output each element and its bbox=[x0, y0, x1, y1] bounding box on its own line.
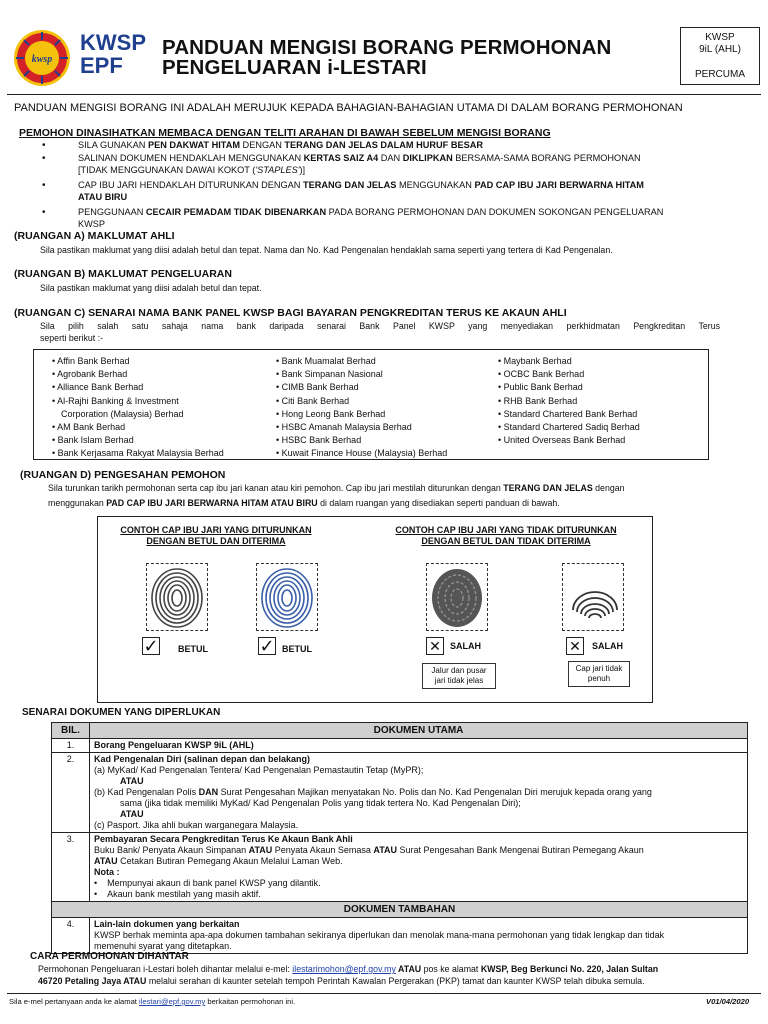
header-divider bbox=[7, 94, 761, 95]
footer-text: Sila e-mel pertanyaan anda ke alamat ilestari@epf.gov.my berkaitan permohonan ini. bbox=[9, 997, 296, 1006]
bank-item: • Agrobank Berhad bbox=[52, 369, 128, 380]
bank-item: • Kuwait Finance House (Malaysia) Berhad bbox=[276, 448, 448, 459]
rejected-label: SALAH bbox=[592, 641, 623, 651]
form-code: KWSP bbox=[705, 32, 735, 43]
good-example-caption: CONTOH CAP IBU JARI YANG DITURUNKAN DENGAN BETUL DAN DITERIMA bbox=[120, 525, 312, 546]
subtitle: PANDUAN MENGISI BORANG INI ADALAH MERUJUK KEPADA BAHAGIAN-BAHAGIAN UTAMA DI DALAM BORANG PERMOHONAN bbox=[14, 102, 683, 114]
section-c-text: Sila pilih salah satu sahaja nama bank daripada senarai Bank Panel KWSP yang menyediakan perkhidmatan Pengkreditan Terus bbox=[40, 321, 720, 331]
rejected-cross-icon: ✕ bbox=[426, 637, 444, 655]
bank-item: • OCBC Bank Berhad bbox=[498, 369, 585, 380]
bank-item: • Hong Leong Bank Berhad bbox=[276, 408, 386, 419]
form-price: PERCUMA bbox=[694, 69, 745, 80]
col-extra-docs: DOKUMEN TAMBAHAN bbox=[52, 902, 748, 918]
bank-item: • HSBC Amanah Malaysia Berhad bbox=[276, 422, 412, 433]
fingerprint-bad-1 bbox=[426, 563, 488, 631]
col-number: BIL. bbox=[52, 723, 90, 739]
bank-item: • Public Bank Berhad bbox=[498, 382, 583, 393]
bank-item: • Standard Chartered Bank Berhad bbox=[498, 408, 638, 419]
instruction-item: • CAP IBU JARI HENDAKLAH DITURUNKAN DENGAN TERANG DAN JELAS MENGGUNAKAN PAD CAP IBU JARI BERWARNA HITAM ATAU BIRU bbox=[42, 180, 644, 202]
bullet-icon: • bbox=[42, 140, 46, 151]
fingerprint-good-1 bbox=[146, 563, 208, 631]
title-line-2: PENGELUARAN i-LESTARI bbox=[162, 56, 427, 79]
section-a-text: Sila pastikan maklumat yang diisi adalah betul dan tepat. Nama dan No. Kad Pengenalan hendaklah sama seperti yang tertera di Kad Pengenalan. bbox=[40, 245, 613, 255]
col-main-docs: DOKUMEN UTAMA bbox=[90, 723, 748, 739]
section-d-text-2: menggunakan PAD CAP IBU JARI BERWARNA HITAM ATAU BIRU di dalam ruangan yang disediakan seperti panduan di bawah. bbox=[48, 498, 560, 508]
submission-heading: CARA PERMOHONAN DIHANTAR bbox=[30, 951, 189, 962]
row-number: 2. bbox=[52, 753, 90, 833]
bank-item: • Bank Islam Berhad bbox=[52, 435, 134, 446]
accepted-checkmark-icon: ✓ bbox=[259, 636, 275, 656]
bank-item: • Bank Muamalat Berhad bbox=[276, 356, 376, 366]
svg-text:kwsp: kwsp bbox=[31, 54, 53, 65]
bank-item: • AM Bank Berhad bbox=[52, 422, 126, 433]
bank-item-continued: Corporation (Malaysia) Berhad bbox=[61, 408, 184, 419]
fingerprint-icon bbox=[257, 564, 317, 630]
accepted-label: BETUL bbox=[178, 644, 208, 654]
bank-item: • Al-Rajhi Banking & Investment bbox=[52, 395, 179, 406]
instructions-list bbox=[42, 140, 748, 231]
documents-heading: SENARAI DOKUMEN YANG DIPERLUKAN bbox=[22, 707, 221, 718]
bank-column-2 bbox=[276, 355, 447, 461]
table-row bbox=[52, 739, 748, 753]
accepted-checkmark-icon: ✓ bbox=[143, 636, 159, 656]
table-row bbox=[52, 833, 748, 902]
bank-item: • Bank Kerjasama Rakyat Malaysia Berhad bbox=[52, 448, 224, 459]
form-variant: 9iL (AHL) bbox=[699, 44, 741, 55]
table-row bbox=[52, 753, 748, 833]
row-number: 3. bbox=[52, 833, 90, 902]
bullet-icon: • bbox=[42, 180, 46, 191]
bank-item: • HSBC Bank Berhad bbox=[276, 435, 362, 446]
footer-divider bbox=[7, 993, 761, 994]
footer-email-link[interactable]: ilestari@epf.gov.my bbox=[139, 997, 206, 1006]
fingerprint-good-2 bbox=[256, 563, 318, 631]
logo-kwsp-text: KWSP bbox=[80, 30, 146, 55]
logo-epf-text: EPF bbox=[80, 53, 123, 78]
advice-heading: PEMOHON DINASIHATKAN MEMBACA DENGAN TELITI ARAHAN DI BAWAH SEBELUM MENGISI BORANG bbox=[19, 127, 551, 139]
submission-email-link[interactable]: ilestarimohon@epf.gov.my bbox=[292, 964, 396, 974]
section-b-heading: (RUANGAN B) MAKLUMAT PENGELUARAN bbox=[14, 268, 232, 280]
bank-item: • Affin Bank Berhad bbox=[52, 356, 130, 366]
instruction-item: • SILA GUNAKAN PEN DAKWAT HITAM DENGAN TERANG DAN JELAS DALAM HURUF BESAR bbox=[42, 140, 483, 151]
section-c-heading: (RUANGAN C) SENARAI NAMA BANK PANEL KWSP BAGI BAYARAN PENGKREDITAN TERUS KE AKAUN AHLI bbox=[14, 307, 567, 319]
bank-column-3 bbox=[498, 355, 640, 447]
bullet-icon: • bbox=[42, 153, 46, 164]
bank-item: • United Overseas Bank Berhad bbox=[498, 435, 626, 446]
table-subheader bbox=[52, 902, 748, 918]
bank-item: • Standard Chartered Sadiq Berhad bbox=[498, 422, 640, 433]
fingerprint-bad-2 bbox=[562, 563, 624, 631]
bad-example-caption: CONTOH CAP IBU JARI YANG TIDAK DITURUNKAN DENGAN BETUL DAN TIDAK DITERIMA bbox=[395, 525, 617, 546]
bank-item: • Citi Bank Berhad bbox=[276, 395, 350, 406]
bank-panel-list bbox=[33, 349, 709, 460]
documents-table bbox=[51, 722, 748, 954]
row-content: Lain-lain dokumen yang berkaitan KWSP berhak meminta apa-apa dokumen tambahan sekiranya diperlukan dan menolak mana-mana permohonan yang tidak lengkap dan tidak memenuhi syarat yang ditetapkan. bbox=[90, 918, 748, 954]
section-c-text-2: seperti berikut :- bbox=[40, 333, 104, 343]
section-d-heading: (RUANGAN D) PENGESAHAN PEMOHON bbox=[20, 469, 226, 481]
fingerprint-icon bbox=[563, 564, 623, 630]
submission-text: Permohonan Pengeluaran i-Lestari boleh dihantar melalui e-mel: ilestarimohon@epf.gov.my ATAU pos ke alamat KWSP, Beg Berkunci No. 220, Jalan Sultan 46720 Petaling Jaya ATAU melalui serahan di kaunter setelah tempoh Perintah Kawalan Pergerakan (PKP) tamat dan kaunter KWSP telah dibuka semula. bbox=[38, 964, 659, 986]
instruction-item: • SALINAN DOKUMEN HENDAKLAH MENGGUNAKAN KERTAS SAIZ A4 DAN DIKLIPKAN BERSAMA-SAMA BORANG PERMOHONAN [TIDAK MENGGUNAKAN DAWAI KOKOT ('STAPLES')] bbox=[42, 153, 641, 175]
row-content: Pembayaran Secara Pengkreditan Terus Ke Akaun Bank Ahli Buku Bank/ Penyata Akaun Simpanan ATAU Penyata Akaun Semasa ATAU Surat Pengesahan Bank Mengenai Butiran Pemegang Akaun ATAU Cetakan Butiran Pemegang Akaun Melalui Laman Web. Nota : • Mempunyai akaun di bank panel KWSP yang dilantik. • Akaun bank mestilah yang masih aktif. bbox=[90, 833, 748, 902]
section-a-heading: (RUANGAN A) MAKLUMAT AHLI bbox=[14, 230, 175, 242]
fingerprint-icon bbox=[147, 564, 207, 630]
table-row bbox=[52, 918, 748, 954]
bank-item: • Maybank Berhad bbox=[498, 356, 572, 366]
rejected-label: SALAH bbox=[450, 641, 481, 651]
bank-item: • Alliance Bank Berhad bbox=[52, 382, 144, 393]
row-number: 4. bbox=[52, 918, 90, 954]
row-content: Borang Pengeluaran KWSP 9iL (AHL) bbox=[90, 739, 748, 753]
page-title bbox=[162, 38, 611, 78]
instruction-item: • PENGGUNAAN CECAIR PEMADAM TIDAK DIBENARKAN PADA BORANG PERMOHONAN DAN DOKUMEN SOKONGAN PENGELUARAN KWSP bbox=[42, 207, 664, 229]
title-line-1: PANDUAN MENGISI BORANG PERMOHONAN bbox=[162, 36, 612, 59]
reject-reason-note: Cap jari tidak penuh bbox=[568, 661, 630, 687]
row-number: 1. bbox=[52, 739, 90, 753]
reject-reason-note: Jalur dan pusar jari tidak jelas bbox=[422, 663, 496, 689]
table-header bbox=[52, 723, 748, 739]
bullet-icon: • bbox=[42, 207, 46, 218]
kwsp-logo bbox=[12, 26, 146, 90]
section-d-text-1: Sila turunkan tarikh permohonan serta cap ibu jari kanan atau kiri pemohon. Cap ibu jari mestilah diturunkan dengan TERANG DAN JELAS dengan bbox=[48, 483, 625, 493]
row-content: Kad Pengenalan Diri (salinan depan dan belakang) (a) MyKad/ Kad Pengenalan Tentera/ Kad Pengenalan Pemastautin Tetap (MyPR); ATAU (b) Kad Pengenalan Polis DAN Surat Pengesahan Majikan menyatakan No. Polis dan No. Kad Pengenalan Diri merujuk kepada orang yang sama (jika tidak memiliki MyKad/ Kad Pengenalan Polis yang tidak tertera No. Kad Pengenalan Diri); ATAU (c) Pasport. Jika ahli bukan warganegara Malaysia. bbox=[90, 753, 748, 833]
bank-item: • Bank Simpanan Nasional bbox=[276, 369, 383, 380]
accepted-label: BETUL bbox=[282, 644, 312, 654]
version-code: V01/04/2020 bbox=[706, 997, 750, 1006]
fingerprint-examples bbox=[97, 516, 653, 703]
bank-item: • RHB Bank Berhad bbox=[498, 395, 578, 406]
form-code-box bbox=[680, 27, 760, 85]
rejected-cross-icon: ✕ bbox=[566, 637, 584, 655]
bank-item: • CIMB Bank Berhad bbox=[276, 382, 359, 393]
bank-column-1 bbox=[52, 355, 224, 461]
section-b-text: Sila pastikan maklumat yang diisi adalah betul dan tepat. bbox=[40, 283, 262, 293]
fingerprint-icon bbox=[427, 564, 487, 630]
